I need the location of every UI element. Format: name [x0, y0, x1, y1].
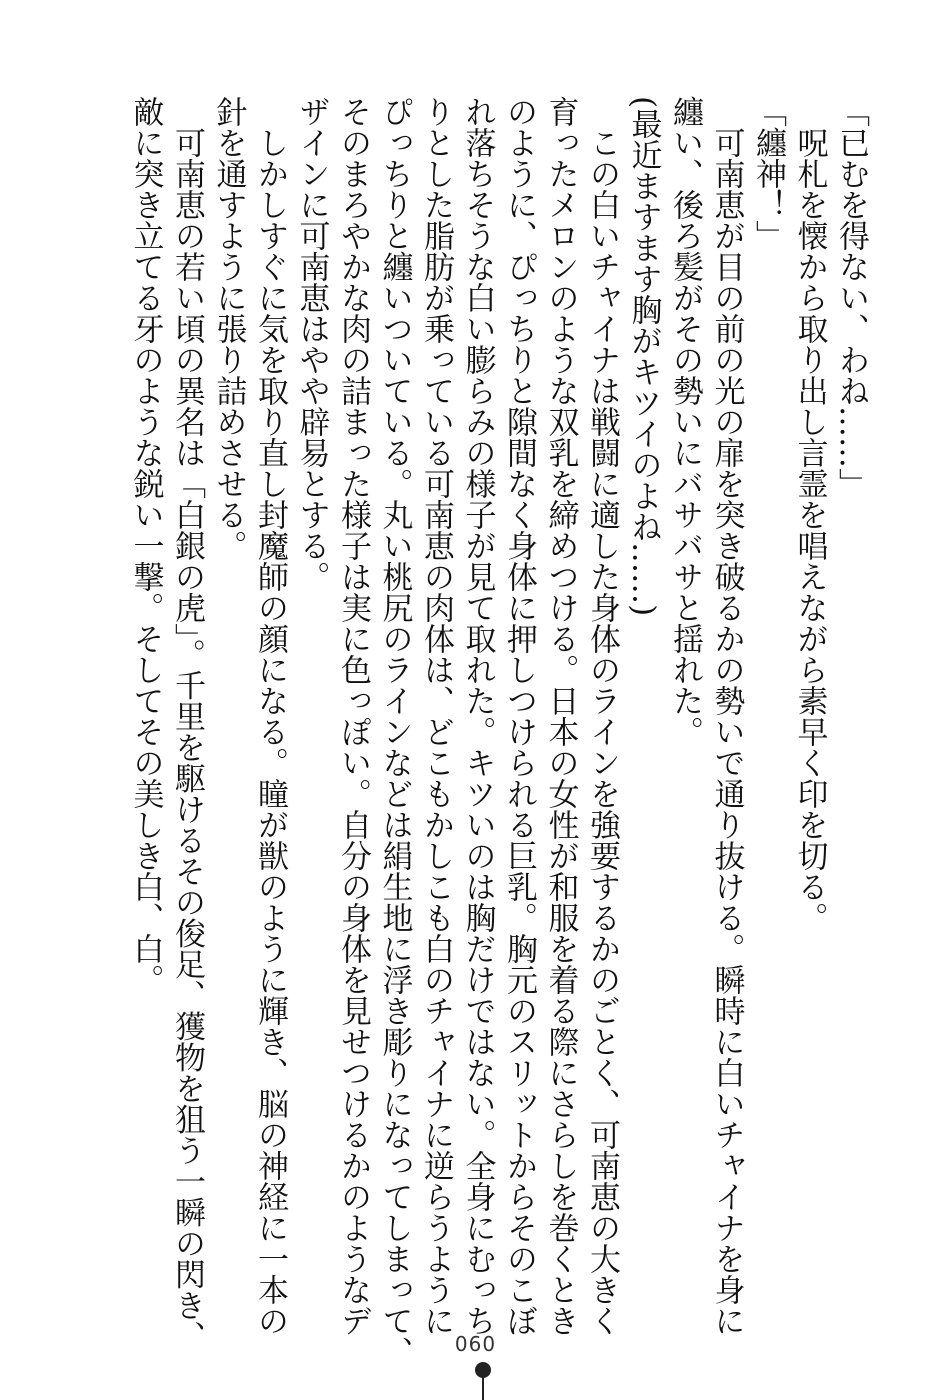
narration-line: そのまろやかな肉の詰まった様子は実に色っぽい。自分の身体を見せつけるかのようなデ [335, 96, 371, 1336]
narration-line: 呪札を懐から取り出し言霊を唱えながら素早く印を切る。 [791, 127, 828, 933]
page-ornament-icon [475, 1362, 491, 1400]
narration-line: 纏い、後ろ髪がその勢いにバサバサと揺れた。 [667, 96, 703, 747]
ornament-stem [482, 1376, 484, 1400]
narration-line: りとした脂肪が乗っている可南恵の肉体は、どこもかしこも白のチャイナに逆らうように [418, 96, 454, 1336]
dialogue-line: 「已むを得ない、わね……」 [833, 96, 869, 499]
narration-line: 敵に突き立てる牙のような鋭い一撃。そしてその美しき白、白。 [127, 96, 164, 995]
narration-line: 可南恵の若い頃の異名は「白銀の虎」。千里を駆けるその俊足、獲物を狙う一瞬の閃き、 [169, 127, 205, 1352]
narration-line: 針を通すように張り詰めさせる。 [210, 96, 247, 561]
narration-line: のように、ぴっちりと隙間なく身体に押しつけられる巨乳。胸元のスリットからそのこぼ [501, 96, 537, 1336]
thought-line: (最近ますます胸がキツイのよね……) [625, 96, 662, 617]
narration-line: ザインに可南恵はやや辟易とする。 [293, 96, 330, 592]
narration-line: れ落ちそうな白い膨らみの様子が見て取れた。キツいのは胸だけではない。全身にむっち [459, 96, 496, 1336]
narration-line: この白いチャイナは戦闘に適した身体のラインを強要するかのごとく、可南恵の大きく [584, 127, 620, 1336]
narration-line: 可南恵が目の前の光の扉を突き破るかの勢いで通り抜ける。瞬時に白いチャイナを身に [708, 127, 745, 1336]
narration-line: 育ったメロンのような双乳を締めつける。日本の女性が和服を着る際にさらしを巻くとき [542, 96, 579, 1336]
narration-line: ぴっちりと纏いついている。丸い桃尻のラインなどは絹生地に浮き彫りになってしまって、 [376, 96, 413, 1367]
narration-line: しかしすぐに気を取り直し封魔師の顔になる。瞳が獣のように輝き、脳の神経に一本の [252, 127, 288, 1336]
dialogue-line: 「纏神！」 [750, 96, 786, 251]
page-number: 060 [454, 1332, 497, 1356]
